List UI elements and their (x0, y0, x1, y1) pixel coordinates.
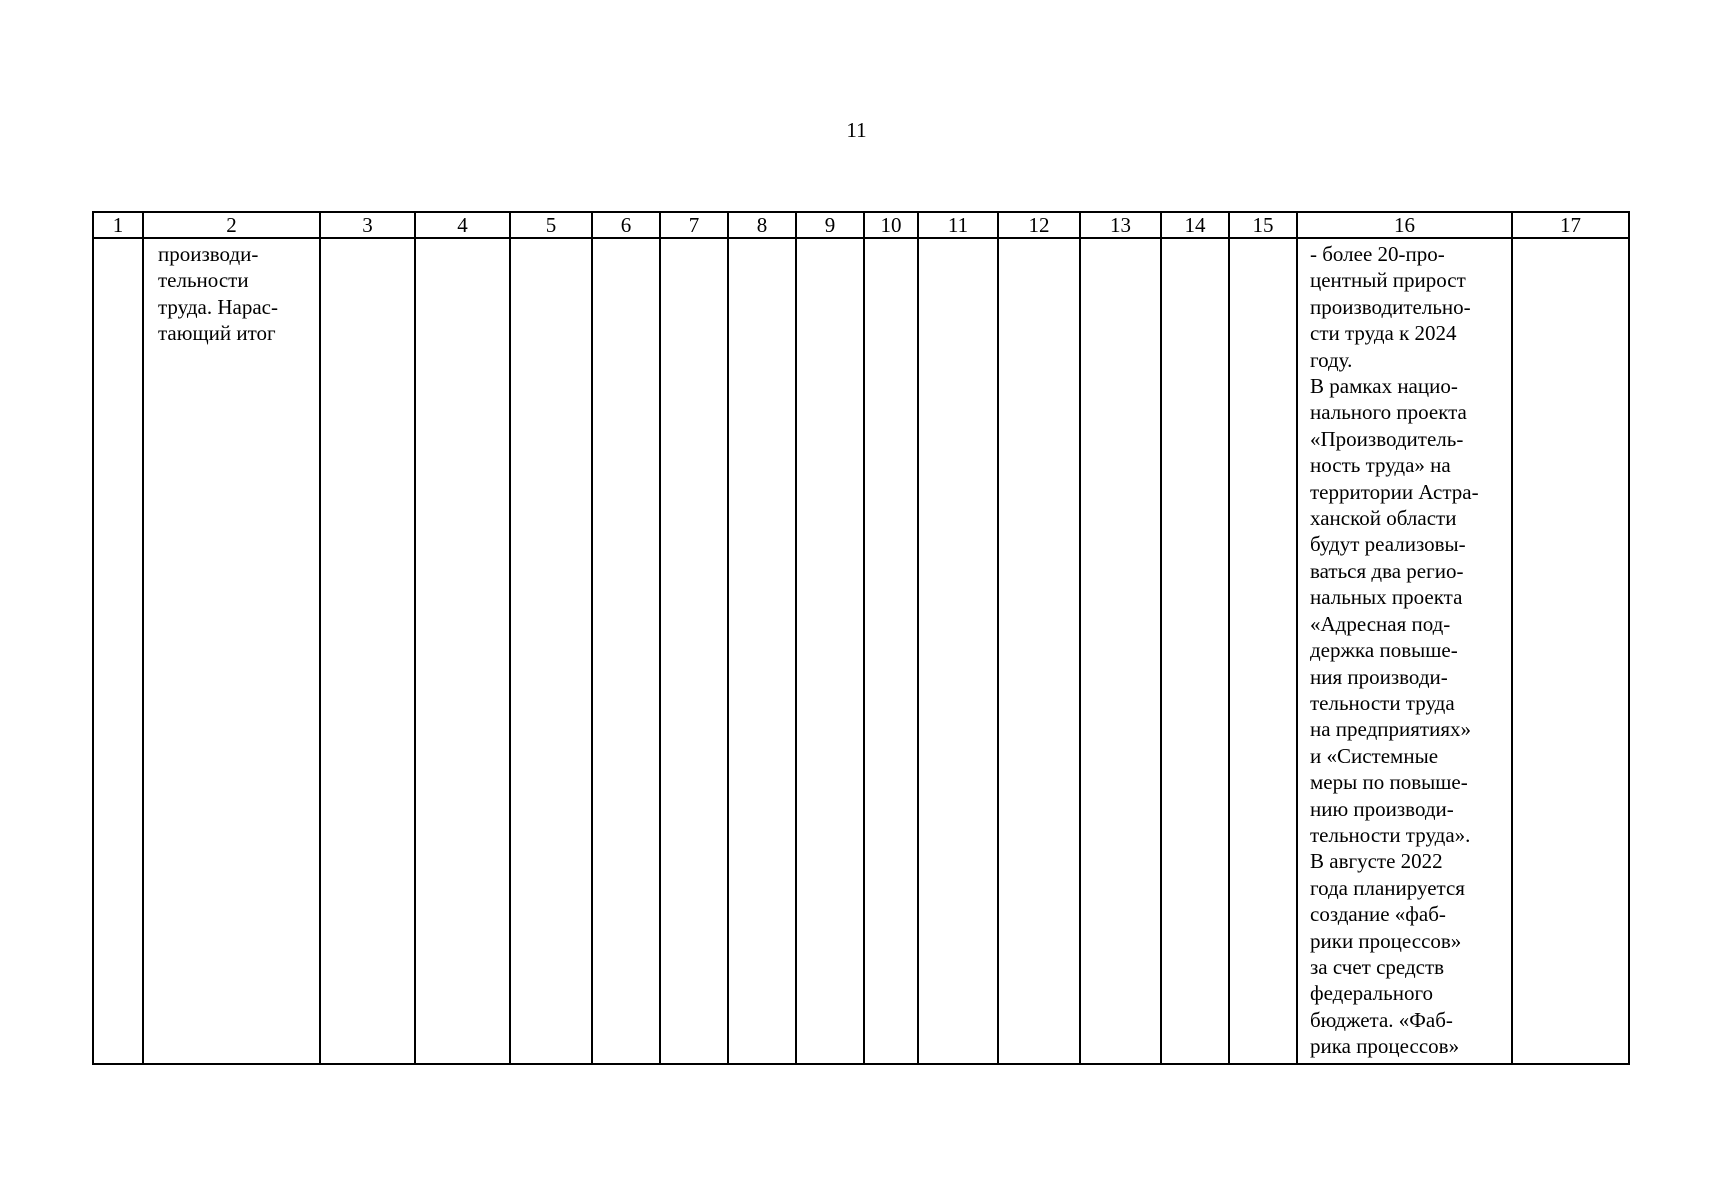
column-header-3: 3 (320, 212, 415, 238)
table-cell-col-11 (918, 238, 998, 1064)
table-cell-col-3 (320, 238, 415, 1064)
table-cell-col-7 (660, 238, 728, 1064)
column-header-8: 8 (728, 212, 796, 238)
column-header-17: 17 (1512, 212, 1629, 238)
column-header-10: 10 (864, 212, 918, 238)
table-cell-col-1 (93, 238, 143, 1064)
column-header-12: 12 (998, 212, 1080, 238)
column-header-16: 16 (1297, 212, 1512, 238)
table-cell-col-16 (1297, 238, 1512, 1064)
column-header-7: 7 (660, 212, 728, 238)
table-cell-col-15 (1229, 238, 1297, 1064)
table-cell-col-9 (796, 238, 864, 1064)
data-table (92, 211, 1630, 1065)
column-header-13: 13 (1080, 212, 1161, 238)
column-header-11: 11 (918, 212, 998, 238)
column-header-6: 6 (592, 212, 660, 238)
table-cell-col-8 (728, 238, 796, 1064)
table-cell-col-13 (1080, 238, 1161, 1064)
column-header-1: 1 (93, 212, 143, 238)
column-header-5: 5 (510, 212, 592, 238)
column-header-15: 15 (1229, 212, 1297, 238)
table-row (93, 238, 1629, 1064)
header-row (93, 212, 1629, 238)
column-header-9: 9 (796, 212, 864, 238)
column-header-2: 2 (143, 212, 320, 238)
table-cell-col-6 (592, 238, 660, 1064)
table-cell-col-2 (143, 238, 320, 1064)
page-number: 11 (846, 118, 867, 142)
table-cell-col-5 (510, 238, 592, 1064)
table-cell-col-10 (864, 238, 918, 1064)
table-cell-col-14 (1161, 238, 1229, 1064)
indicator-name-text: производи- тельности труда. Нарас- тающий итог (158, 242, 278, 346)
column-header-4: 4 (415, 212, 510, 238)
table-cell-col-4 (415, 238, 510, 1064)
table-cell-col-12 (998, 238, 1080, 1064)
comment-text: - более 20-про- центный прирост производительно- сти труда к 2024 году. В рамках нацио- нального проекта «Производитель- ность труда» на территории Астра- ханской области будут реализовы- ваться два регио- нальных проекта «Адресная под- держка повыше- ния производи- тельности труда на предприятиях» и «Системные меры по повыше- нию производи- тельности труда». В августе 2022 года планируется создание «фаб- рики процессов» за счет средств федерального бюджета. «Фаб- рика процессов» (1310, 242, 1479, 1059)
column-header-14: 14 (1161, 212, 1229, 238)
table-cell-col-17 (1512, 238, 1629, 1064)
